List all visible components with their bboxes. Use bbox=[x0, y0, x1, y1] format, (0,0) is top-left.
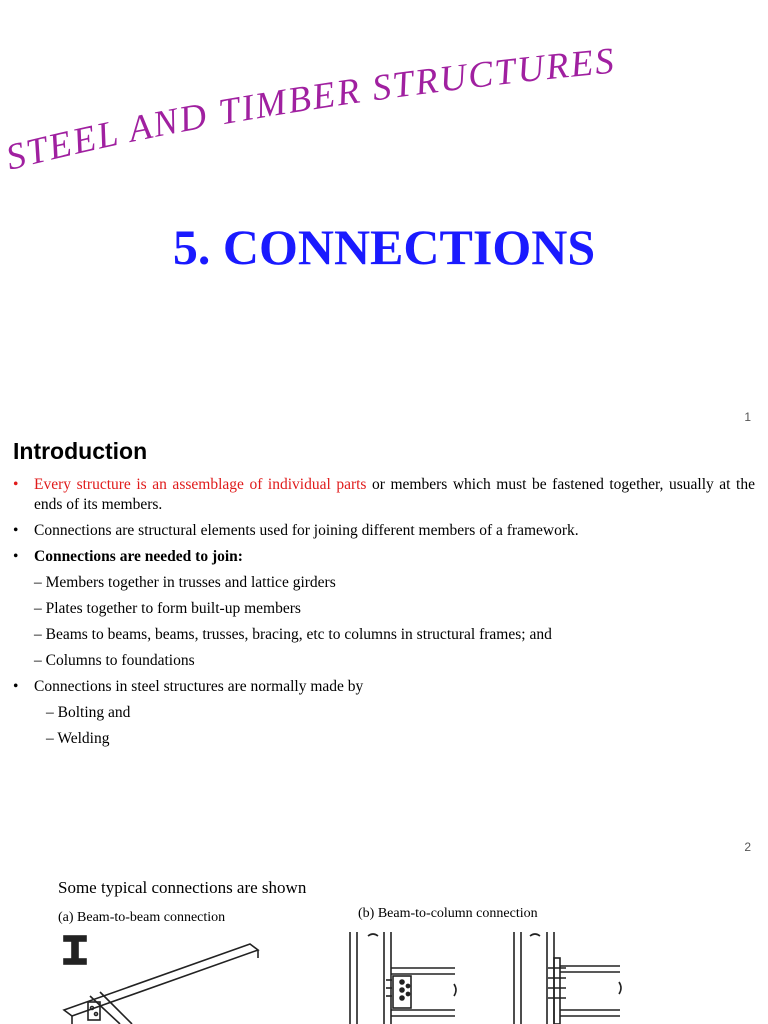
title-slide bbox=[0, 0, 768, 430]
bullet-text: Connections are needed to join: bbox=[34, 548, 243, 565]
sub-item: – Columns to foundations bbox=[34, 652, 195, 669]
section-heading: Introduction bbox=[13, 438, 148, 464]
course-title-arc bbox=[0, 0, 768, 200]
column-bolted-drawing bbox=[350, 932, 456, 1024]
bullet-item bbox=[13, 475, 755, 515]
bullet-dot: • bbox=[13, 548, 19, 565]
bullet-text-rest: or members which must be fastened together, usually at the ends of its members. bbox=[34, 476, 755, 513]
column-end-plate-drawing bbox=[514, 932, 621, 1024]
page-number: 1 bbox=[744, 410, 751, 424]
highlight-text: Every structure is an assemblage of individual parts bbox=[34, 476, 367, 493]
caption-beam-to-beam: (a) Beam-to-beam connection bbox=[58, 910, 226, 925]
sub-item: – Beams to beams, beams, trusses, bracing, etc to columns in structural frames; and bbox=[34, 626, 552, 643]
bullet-dot: • bbox=[13, 678, 19, 695]
i-section-symbol bbox=[64, 936, 86, 964]
bullet-item bbox=[13, 521, 755, 541]
chapter-title: 5. CONNECTIONS bbox=[172, 219, 596, 275]
bullet-text: Connections in steel structures are normally made by bbox=[34, 678, 364, 695]
page-number: 2 bbox=[744, 840, 751, 854]
bullet-item bbox=[13, 677, 755, 697]
sub-item: – Welding bbox=[46, 730, 110, 747]
beam-perspective-drawing bbox=[64, 944, 258, 1024]
introduction-slide bbox=[0, 430, 768, 854]
sub-item: – Members together in trusses and lattice girders bbox=[34, 574, 336, 591]
bullet-text: Connections are structural elements used for joining different members of a framework. bbox=[34, 522, 579, 539]
bullet-dot: • bbox=[13, 522, 19, 539]
caption-beam-to-column: (b) Beam-to-column connection bbox=[358, 906, 538, 921]
bullet-text bbox=[34, 475, 755, 515]
sub-item: – Bolting and bbox=[46, 704, 131, 721]
bullet-dot: • bbox=[13, 476, 19, 493]
slide-intro-text: Some typical connections are shown bbox=[58, 878, 307, 897]
sub-item: – Plates together to form built-up members bbox=[34, 600, 301, 617]
svg-text:STEEL AND TIMBER STRUCTURES bbox=[2, 40, 617, 178]
course-title: STEEL AND TIMBER STRUCTURES bbox=[2, 40, 618, 179]
typical-connections-slide bbox=[0, 850, 768, 1024]
bullet-item bbox=[13, 547, 755, 567]
bullet-list bbox=[13, 475, 755, 755]
connection-drawings bbox=[0, 924, 768, 1024]
